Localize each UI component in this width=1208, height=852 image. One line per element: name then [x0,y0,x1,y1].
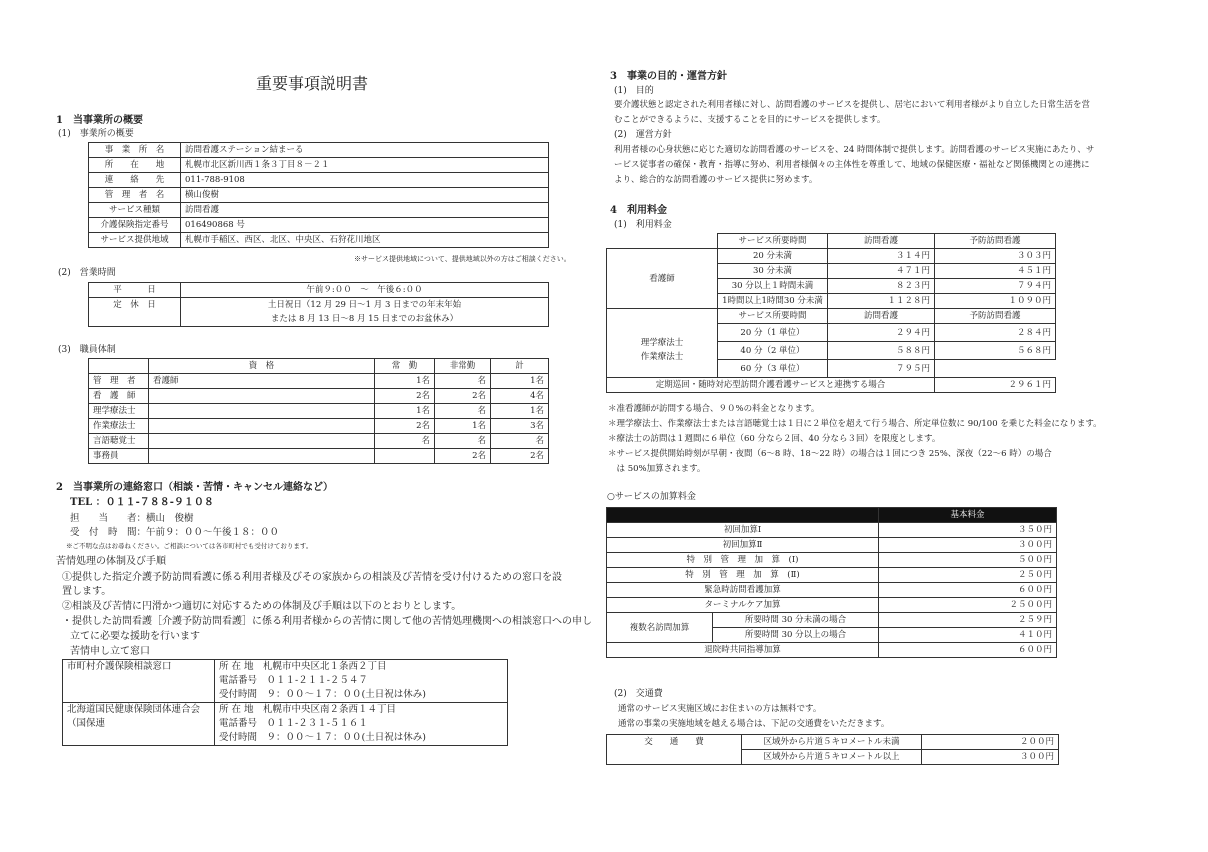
contact-hours: 受 付 時 間：午前９：００～午後１８：００ [70,527,280,538]
staff-header-cell: 資 格 [149,359,375,374]
complaint-p3a: ・提供した訪問看護［介護予防訪問看護］に係る利用者様からの苦情に関して他の苦情処理機関への相談窓口への申し [62,616,592,627]
fee-note: ＊サービス提供開始時刻が早朝・夜間（6～8 時、18～22 時）の場合は１回につき 25%、深夜（22～6 時）の場合 [608,449,1052,459]
overview-label: サービス種類 [89,203,181,218]
transport-line-1: 通常のサービス実施区域にお住まいの方は無料です。 [618,704,822,714]
overview-row [89,143,549,158]
overview-row [89,203,549,218]
page-title: 重要事項説明書 [256,74,369,93]
complaint-p2: ②相談及び苦情に円滑かつ適切に対応するための体制及び手順は以下のとおりとします。 [62,601,462,612]
addon-name: 特 別 管 理 加 算 (Ⅰ) [607,553,879,568]
contact-note: ※ご不明な点はお尋ねください。ご相談については各市町村でも受付けております。 [66,542,313,550]
addon-multi-row [607,613,1057,628]
transport-table [606,734,1059,765]
overview-value: 訪問看護ステーション結まーる [181,143,549,158]
staff-count: 1名 [491,374,549,389]
transport-fee: ２００円 [922,735,1059,750]
section-2-heading: 2 当事業所の連絡窓口（相談・苦情・キャンセル連絡など） [56,482,333,493]
section-1-sub2: (2) 営業時間 [58,268,116,278]
fee-visit: ２９４円 [828,324,935,342]
staff-qualification [149,434,375,449]
therapist-label [607,324,718,378]
office-overview-table [88,142,549,248]
hours-weekday-row [89,283,549,298]
staff-count: 1名 [375,404,435,419]
addon-header-row [607,508,1057,523]
staff-row [89,434,549,449]
weekday-value: 午前９:００ ～ 午後６:００ [181,283,549,298]
staff-table [88,358,549,464]
addon-name: 初回加算Ⅱ [607,538,879,553]
complaint-p1a: ①提供した指定介護予防訪問看護に係る利用者様及びその家族からの相談及び苦情を受け付けるための窓口を設 [62,572,562,583]
staff-header-row [89,359,549,374]
window-address: 所 在 地 札幌市中央区北１条西２丁目 [215,660,508,675]
staff-qualification [149,404,375,419]
complaint-p1b: 置します。 [62,586,112,597]
staff-qualification: 看護師 [149,374,375,389]
staff-row [89,449,549,464]
section-3-sub2: (2) 運営方針 [614,130,672,140]
fee-visit: ５８８円 [828,342,935,360]
therapist-label-pt: 理学療法士 [640,338,684,349]
window-name-line: （国保連 [67,718,106,729]
fee-note: は 50%加算されます。 [608,464,706,474]
staff-count: 名 [435,374,491,389]
addon-row [607,583,1057,598]
overview-label: 事 業 所 名 [89,143,181,158]
section-1-sub3: (3) 職員体制 [58,345,116,355]
fee-header-time: サービス所要時間 [718,234,828,249]
policy-line-1: 利用者様の心身状態に応じた適切な訪問看護のサービスを、24 時間体制で提供します。訪問看護のサービス実施にあたり、サ [614,145,1095,155]
fee-preventive: ５６８円 [935,342,1056,360]
overview-value: 訪問看護 [181,203,549,218]
fee-nurse-row [607,249,1056,264]
fee-header-empty [607,234,718,249]
staff-count: 1名 [375,374,435,389]
fee-time: 1時間以上1時間30 分未満 [718,294,828,309]
staff-count: 3名 [491,419,549,434]
staff-count: 2名 [375,419,435,434]
regular-value: ２９６１円 [935,378,1056,393]
fee-preventive: ３０３円 [935,249,1056,264]
fee-header-preventive: 予防訪問看護 [935,309,1056,324]
staff-count: 4名 [491,389,549,404]
staff-header-cell: 計 [491,359,549,374]
purpose-line-2: むことができるように、支援することを目的にサービスを提供します。 [614,115,886,125]
staff-qualification [149,449,375,464]
multi-visit-fee: ２５９円 [879,613,1057,628]
transport-line-2: 通常の事業の実施地域を越える場合は、下記の交通費をいただきます。 [618,719,890,729]
fee-table [606,233,1056,393]
staff-row [89,389,549,404]
overview-row [89,188,549,203]
staff-count: 1名 [435,419,491,434]
window-hours: 受付時間 ９：００～１７：００(土日祝は休み) [215,688,508,703]
staff-qualification [149,419,375,434]
fee-preventive: ７９４円 [935,279,1056,294]
staff-count: 名 [435,434,491,449]
fee-note: ＊准看護師が訪問する場合、９０%の料金となります。 [608,404,820,414]
addon-table [606,507,1057,658]
closed-label: 定 休 日 [89,298,181,327]
overview-label: 所 在 地 [89,158,181,173]
fee-note: ＊療法士の訪問は１週間に６単位（60 分なら２回、40 分なら３回）を限度とします。 [608,434,941,444]
fee-header-empty [607,309,718,324]
staff-row [89,419,549,434]
overview-value: 016490868 号 [181,218,549,233]
staff-role: 作業療法士 [89,419,149,434]
transport-row [607,735,1059,750]
overview-row [89,218,549,233]
staff-count: 1名 [491,404,549,419]
fee-header-row [607,234,1056,249]
overview-value: 札幌市手稲区、西区、北区、中央区、石狩花川地区 [181,233,549,248]
addon-header-empty [607,508,879,523]
staff-role: 看 護 師 [89,389,149,404]
window-name [63,660,215,703]
addon-fee: ６００円 [879,583,1057,598]
complaint-title: 苦情処理の体制及び手順 [56,556,166,567]
closed-value-2: または 8 月 13 日～8 月 15 日までのお盆休み） [181,312,549,327]
staff-count [375,449,435,464]
fee-note: ＊理学療法士、作業療法士または言語聴覚士は１日に２単位を超えて行う場合、所定単位数に 90/100 を乗じた料金になります。 [608,419,1102,429]
window-row [63,660,508,675]
complaint-window-title: 苦情申し立て窓口 [70,646,150,657]
transport-condition: 区域外から片道５キロメートル以上 [742,750,922,765]
business-hours-table [88,282,549,327]
staff-row [89,404,549,419]
overview-value: 横山俊樹 [181,188,549,203]
window-tel: 電話番号 ０１１‐２１１‐２５４７ [215,674,508,688]
addon-row [607,568,1057,583]
window-name [63,703,215,746]
hours-closed-row [89,298,549,313]
fee-preventive: ２８４円 [935,324,1056,342]
staff-count: 名 [491,434,549,449]
window-name-line: 北海道国民健康保険団体連合会 [67,704,201,715]
fee-therapist-row [607,324,1056,342]
fee-time: 20 分未満 [718,249,828,264]
staff-count: 2名 [491,449,549,464]
fee-time: 40 分（2 単位） [718,342,828,360]
staff-header-cell: 非常勤 [435,359,491,374]
addon-fee: ３００円 [879,538,1057,553]
addon-row [607,553,1057,568]
staff-header-cell: 常 勤 [375,359,435,374]
overview-value: 011‐788‐9108 [181,173,549,188]
overview-label: 連 絡 先 [89,173,181,188]
overview-row [89,158,549,173]
overview-row [89,233,549,248]
window-tel: 電話番号 ０１１‐２３１‐５１６１ [215,717,508,731]
nurse-label: 看護師 [607,249,718,309]
staff-qualification [149,389,375,404]
overview-label: サービス提供地域 [89,233,181,248]
staff-header-cell [89,359,149,374]
overview-row [89,173,549,188]
fee-visit: ７９５円 [828,360,935,378]
fee-preventive: ４５１円 [935,264,1056,279]
fee-visit: ８２３円 [828,279,935,294]
section-4-sub1: (1) 利用料金 [614,220,672,230]
section-4-heading: 4 利用料金 [610,205,667,216]
window-name-line: 市町村介護保険相談窓口 [67,661,172,672]
window-hours: 受付時間 ９：００～１７：００(土日祝は休み) [215,731,508,746]
section-1-sub1: (1) 事業所の概要 [58,129,134,139]
transport-label: 交 通 費 [607,735,742,765]
multi-visit-condition: 所要時間 30 分以上の場合 [713,628,879,643]
fee-regular-row [607,378,1056,393]
addon-fee: ３５０円 [879,523,1057,538]
purpose-line-1: 要介護状態と認定された利用者様に対し、訪問看護のサービスを提供し、居宅において利用者様がより自立した日常生活を営 [614,100,1091,110]
addon-title: ○サービスの加算料金 [607,492,696,502]
regular-label: 定期巡回・随時対応型訪問介護看護サービスと連携する場合 [607,378,935,393]
staff-count: 名 [375,434,435,449]
therapist-label-ot: 作業療法士 [640,352,684,363]
addon-name: 初回加算Ⅰ [607,523,879,538]
complaint-window-table [62,659,508,746]
multi-visit-label: 複数名訪問加算 [607,613,713,643]
fee-header-visit: 訪問看護 [828,234,935,249]
transport-condition: 区域外から片道５キロメートル未満 [742,735,922,750]
addon-row [607,538,1057,553]
addon-name: ターミナルケア加算 [607,598,879,613]
closed-value-1: 土日祝日（12 月 29 日～1 月 3 日までの年末年始 [181,298,549,313]
window-row [63,703,508,718]
transport-fee: ３００円 [922,750,1059,765]
section-1-heading: 1 当事業所の概要 [56,115,143,126]
fee-visit: ４７１円 [828,264,935,279]
fee-header-visit: 訪問看護 [828,309,935,324]
overview-label: 介護保険指定番号 [89,218,181,233]
fee-header-row [607,309,1056,324]
policy-line-2: ービス従事者の確保・教育・指導に努め、利用者様個々の主体性を尊重して、地域の保健医療・福祉など関係機関との連携に [614,160,1090,170]
area-note: ※サービス提供地域について、提供地域以外の方はご相談ください。 [354,255,571,263]
overview-value: 札幌市北区新川西１条３丁目８－２１ [181,158,549,173]
addon-row [607,598,1057,613]
staff-row [89,374,549,389]
weekday-label: 平 日 [89,283,181,298]
addon-header-base: 基本料金 [879,508,1057,523]
addon-name: 特 別 管 理 加 算 (Ⅱ) [607,568,879,583]
contact-tel: TEL ：０１１‐７８８‐９１０８ [70,497,214,508]
addon-fee: ２５００円 [879,598,1057,613]
staff-role: 理学療法士 [89,404,149,419]
fee-time: 20 分（1 単位） [718,324,828,342]
fee-visit: １１２８円 [828,294,935,309]
staff-count: 2名 [435,449,491,464]
staff-role: 管 理 者 [89,374,149,389]
addon-name: 緊急時訪問看護加算 [607,583,879,598]
staff-count: 2名 [375,389,435,404]
policy-line-3: より、総合的な訪問看護のサービス提供に努めます。 [614,175,818,185]
window-address: 所 在 地 札幌市中央区南２条西１４丁目 [215,703,508,718]
addon-row [607,523,1057,538]
fee-header-preventive: 予防訪問看護 [935,234,1056,249]
staff-count: 2名 [435,389,491,404]
staff-role: 言語聴覚士 [89,434,149,449]
overview-label: 管 理 者 名 [89,188,181,203]
discharge-label: 退院時共同指導加算 [607,643,879,658]
fee-preventive: １０９０円 [935,294,1056,309]
addon-fee: ２５０円 [879,568,1057,583]
staff-count: 名 [435,404,491,419]
fee-time: 60 分（3 単位） [718,360,828,378]
section-3-sub1: (1) 目的 [614,86,654,96]
contact-staff: 担 当 者：横山 俊樹 [70,513,194,524]
staff-role: 事務員 [89,449,149,464]
fee-header-time: サービス所要時間 [718,309,828,324]
complaint-p3b: 立てに必要な援助を行います [70,631,200,642]
addon-discharge-row [607,643,1057,658]
fee-time: 30 分以上１時間未満 [718,279,828,294]
discharge-fee: ６００円 [879,643,1057,658]
multi-visit-fee: ４１０円 [879,628,1057,643]
section-4-sub2: (2) 交通費 [614,689,663,699]
fee-preventive [935,360,1056,378]
fee-time: 30 分未満 [718,264,828,279]
addon-fee: ５００円 [879,553,1057,568]
section-3-heading: 3 事業の目的・運営方針 [610,71,727,82]
fee-visit: ３１４円 [828,249,935,264]
multi-visit-condition: 所要時間 30 分未満の場合 [713,613,879,628]
